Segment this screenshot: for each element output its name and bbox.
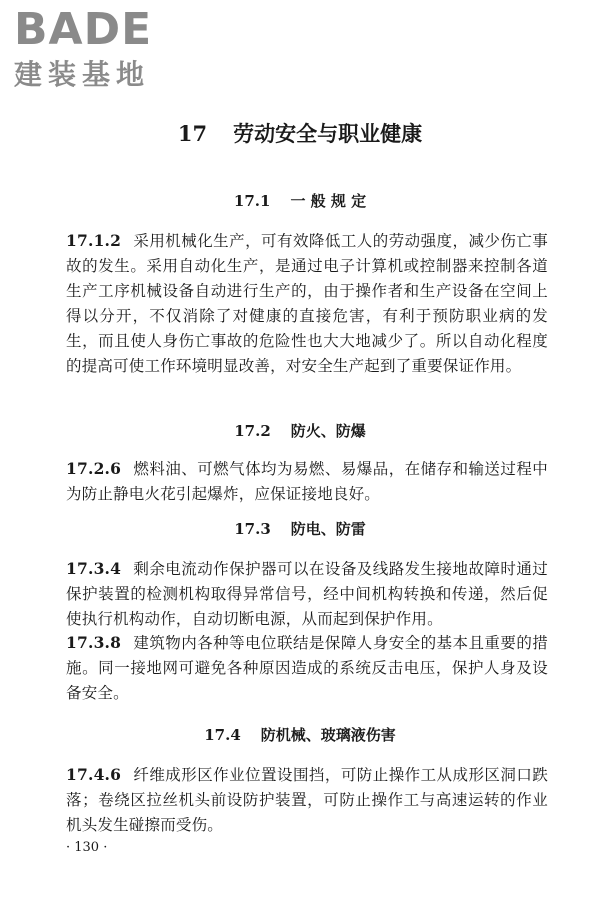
clause-text: 剩余电流动作保护器可以在设备及线路发生接地故障时通过保护装置的检测机构取得异常信号，经中间机构转换和传递，然后促使执行机构动作，自动切断电源，从而起到保护作用。 [66, 560, 548, 628]
section-title: 一 般 规 定 [290, 192, 367, 210]
section-heading-17-4 [0, 724, 600, 745]
chapter-title: 劳动安全与职业健康 [233, 121, 423, 146]
section-heading-17-3 [0, 518, 600, 539]
section-title: 防机械、玻璃液伤害 [260, 726, 396, 744]
clause-number: 17.3.8 [66, 633, 122, 652]
clause-text: 采用机械化生产，可有效降低工人的劳动强度，减少伤亡事故的发生。采用自动化生产，是通过电子计算机或控制器来控制各道生产工序机械设备自动进行生产的，由于操作者和生产设备在空间上得以分开，不仅消除了对健康的直接危害，有利于预防职业病的发生，而且使人身伤亡事故的危险性也大大地减少了。所以自动化程度的提高可使工作环境明显改善，对安全生产起到了重要保证作用。 [66, 232, 548, 375]
clause-17-4-6 [66, 762, 548, 838]
chapter-number: 17 [177, 121, 208, 146]
clause-number: 17.1.2 [66, 231, 122, 250]
clause-17-2-6 [66, 456, 548, 507]
section-number: 17.1 [233, 192, 271, 210]
clause-17-3-8 [66, 630, 548, 706]
logo-brand-text: BADE [14, 4, 153, 55]
clause-text: 纤维成形区作业位置设围挡，可防止操作工从成形区洞口跌落；卷绕区拉丝机头前设防护装置，可防止操作工与高速运转的作业机头发生碰擦而受伤。 [66, 766, 548, 834]
clause-number: 17.4.6 [66, 765, 122, 784]
clause-17-1-2 [66, 228, 548, 379]
clause-text: 建筑物内各种等电位联结是保障人身安全的基本且重要的措施。同一接地网可避免各种原因造成的系统反击电压，保护人身及设备安全。 [66, 634, 548, 702]
clause-17-3-4 [66, 556, 548, 632]
section-number: 17.4 [204, 726, 241, 744]
bade-logo [14, 6, 152, 92]
page-number: · 130 · [66, 840, 108, 855]
section-number: 17.2 [234, 422, 271, 440]
section-title: 防火、防爆 [290, 422, 366, 440]
logo-subtitle: 建装基地 [14, 58, 151, 91]
section-heading-17-1 [0, 190, 600, 211]
clause-text: 燃料油、可燃气体均为易燃、易爆品，在储存和输送过程中为防止静电火花引起爆炸，应保证接地良好。 [66, 460, 548, 503]
section-title: 防电、防雷 [290, 520, 366, 538]
section-number: 17.3 [234, 520, 271, 538]
chapter-heading [0, 118, 600, 148]
section-heading-17-2 [0, 420, 600, 441]
clause-number: 17.2.6 [66, 459, 122, 478]
clause-number: 17.3.4 [66, 559, 122, 578]
